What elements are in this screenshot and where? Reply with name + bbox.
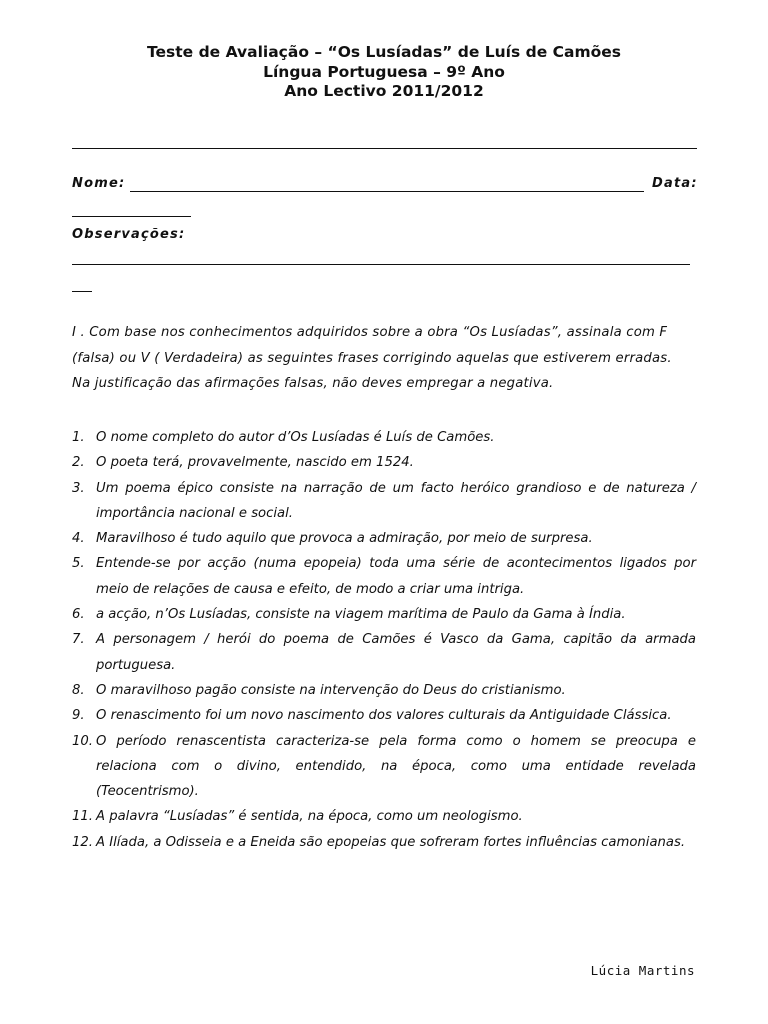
item-text: O nome completo do autor d’Os Lusíadas é Luís de Camões. xyxy=(96,430,495,445)
name-label: Nome: xyxy=(72,176,126,191)
list-item xyxy=(72,602,696,627)
item-number: 7. xyxy=(72,632,85,648)
list-item xyxy=(72,804,696,829)
item-text: Entende-se por acção (numa epopeia) toda uma série de acontecimentos ligados por meio de relações de causa e efeito, de modo a criar uma intriga. xyxy=(96,556,696,597)
statement-list xyxy=(72,425,696,855)
test-title: Teste de Avaliação – “Os Lusíadas” de Luís de Camões xyxy=(147,43,621,61)
item-number: 11. xyxy=(72,809,93,825)
list-item xyxy=(72,729,696,805)
author-name: Lúcia Martins xyxy=(590,963,695,978)
item-number: 6. xyxy=(72,607,85,623)
list-item xyxy=(72,678,696,703)
instruction-line: I . Com base nos conhecimentos adquiridos sobre a obra “Os Lusíadas”, assinala com F xyxy=(72,325,668,340)
list-item xyxy=(72,703,696,728)
observations-line[interactable] xyxy=(72,264,690,265)
item-text: O maravilhoso pagão consiste na intervenção do Deus do cristianismo. xyxy=(96,682,566,698)
document-header xyxy=(0,43,768,102)
list-item xyxy=(72,476,696,527)
header-divider xyxy=(72,148,697,149)
school-year: Ano Lectivo 2011/2012 xyxy=(284,82,484,100)
instruction-line: Na justificação das afirmações falsas, não deves empregar a negativa. xyxy=(72,376,554,391)
list-item xyxy=(72,830,696,855)
item-number: 2. xyxy=(72,455,85,471)
item-text: Maravilhoso é tudo aquilo que provoca a admiração, por meio de surpresa. xyxy=(96,531,593,547)
item-text: Um poema épico consiste na narração de um facto heróico grandioso e de natureza / importância nacional e social. xyxy=(96,480,696,521)
item-number: 3. xyxy=(72,480,85,496)
date-field-line[interactable] xyxy=(72,216,191,217)
name-field-line[interactable] xyxy=(130,191,644,192)
item-text: A Ilíada, a Odisseia e a Eneida são epopeias que sofreram fortes influências camonianas. xyxy=(96,834,686,850)
item-number: 12. xyxy=(72,834,93,850)
list-item xyxy=(72,526,696,551)
instruction-line: (falsa) ou V ( Verdadeira) as seguintes frases corrigindo aquelas que estiverem erradas. xyxy=(72,350,672,366)
item-number: 9. xyxy=(72,708,85,724)
subject-line: Língua Portuguesa – 9º Ano xyxy=(263,62,505,81)
list-item xyxy=(72,425,696,450)
question-instructions xyxy=(72,320,696,397)
list-item xyxy=(72,551,696,602)
item-text: A palavra “Lusíadas” é sentida, na época, como um neologismo. xyxy=(96,809,523,825)
list-item xyxy=(72,450,696,475)
item-text: A personagem / herói do poema de Camões é Vasco da Gama, capitão da armada portuguesa. xyxy=(96,632,696,673)
item-text: O renascimento foi um novo nascimento dos valores culturais da Antiguidade Clássica. xyxy=(96,708,672,724)
item-number: 10. xyxy=(72,733,93,749)
date-label: Data: xyxy=(652,176,698,191)
item-number: 8. xyxy=(72,682,85,698)
observations-line-continuation[interactable] xyxy=(72,291,92,292)
item-number: 4. xyxy=(72,531,85,547)
item-number: 5. xyxy=(72,556,85,572)
item-text: a acção, n’Os Lusíadas, consiste na viagem marítima de Paulo da Gama à Índia. xyxy=(96,607,626,623)
list-item xyxy=(72,627,696,678)
item-number: 1. xyxy=(72,430,85,445)
item-text: O poeta terá, provavelmente, nascido em 1524. xyxy=(96,455,414,471)
item-text: O período renascentista caracteriza-se pela forma como o homem se preocupa e relaciona com o divino, entendido, na época, como uma entidade revelada (Teocentrismo). xyxy=(96,733,696,800)
observations-label: Observações: xyxy=(72,227,186,242)
